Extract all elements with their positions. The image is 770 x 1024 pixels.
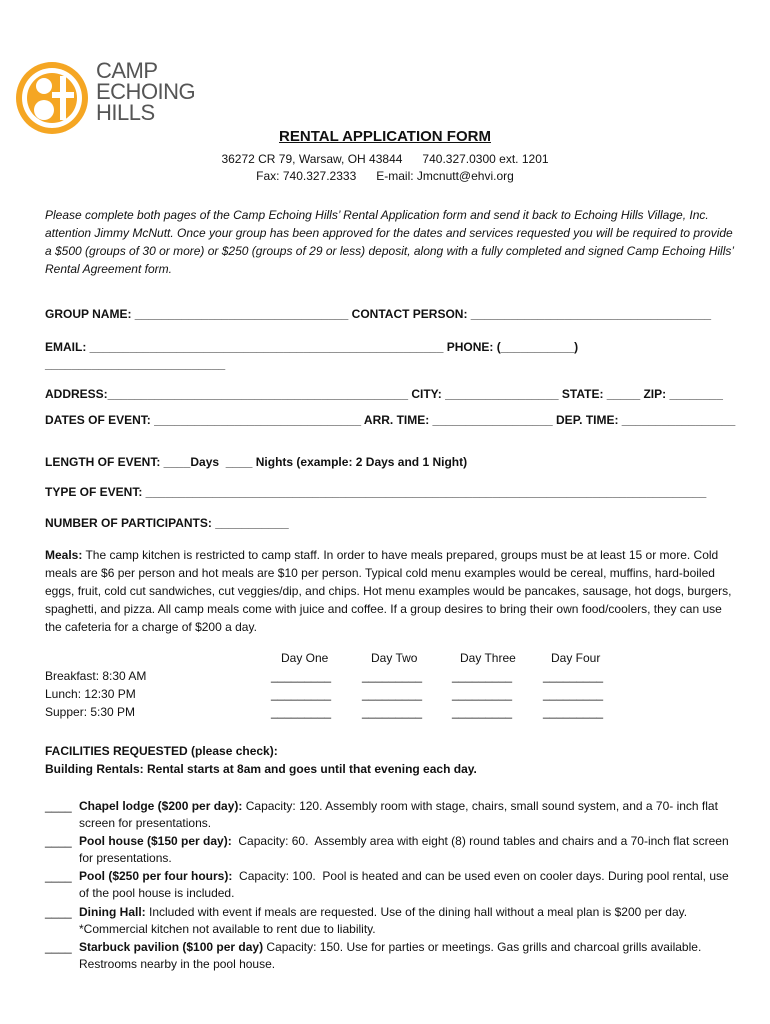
dates-field[interactable]: DATES OF EVENT: _______________________________ ARR. TIME: __________________ DEP. TIME: _________________ [45, 413, 736, 427]
email-continuation-field[interactable]: ___________________________ [45, 357, 226, 371]
pool-house-checkbox[interactable]: ____ [45, 834, 72, 848]
supper-day1-blank[interactable]: _________ [271, 705, 332, 719]
form-title: RENTAL APPLICATION FORM [279, 128, 491, 145]
meals-label: Meals: [45, 548, 83, 562]
lunch-day3-blank[interactable]: _________ [452, 687, 513, 701]
dining-hall-checkbox[interactable]: ____ [45, 905, 72, 919]
length-field[interactable]: LENGTH OF EVENT: ____Days ____ Nights (example: 2 Days and 1 Night) [45, 455, 468, 469]
logo-line-3: HILLS [96, 100, 155, 125]
facility-name: Pool ($250 per four hours): [79, 869, 233, 883]
lunch-label: Lunch: 12:30 PM [45, 687, 136, 701]
supper-label: Supper: 5:30 PM [45, 705, 136, 719]
meals-text: The camp kitchen is restricted to camp staff. In order to have meals prepared, groups must be at least 15 or more. Cold meals are $6 per person and hot meals are $10 per person. Typical cold menu examples would be cereal, muffins, hard-boiled eggs, fruit, cold cut sandwiches, cut veggies/dip, and chips. Hot menu examples would be pancakes, sausage, hot dogs, burgers, spaghetti, and pizza. All camp meals come with juice and coffee. If a group desires to bring their own food/coolers, they can use the cafeteria for a charge of $200 a day. [45, 548, 732, 634]
supper-day4-blank[interactable]: _________ [543, 705, 604, 719]
meals-paragraph [45, 546, 735, 636]
facility-dining-hall [45, 904, 735, 938]
day-three-header: Day Three [460, 651, 516, 665]
logo-line-1: CAMP [96, 58, 158, 83]
supper-day3-blank[interactable]: _________ [452, 705, 513, 719]
chapel-lodge-checkbox[interactable]: ____ [45, 799, 72, 813]
address-line: 36272 CR 79, Warsaw, OH 43844 740.327.0300 ext. 1201 [221, 152, 549, 166]
lunch-day2-blank[interactable]: _________ [362, 687, 423, 701]
group-contact-field[interactable]: GROUP NAME: ________________________________ CONTACT PERSON: ____________________________________ [45, 307, 712, 321]
lunch-day4-blank[interactable]: _________ [543, 687, 604, 701]
participants-field[interactable]: NUMBER OF PARTICIPANTS: ___________ [45, 516, 289, 530]
facility-desc: Capacity: 100. Pool is heated and can be used even on cooler days. During pool rental, use of the pool house is included. [79, 869, 733, 900]
facility-desc: Included with event if meals are requested. Use of the dining hall without a meal plan is $200 per day. *Commercial kitchen not available to rent due to liability. [79, 905, 688, 936]
type-field[interactable]: TYPE OF EVENT: ____________________________________________________________________________________ [45, 485, 707, 499]
facilities-subheading: Building Rentals: Rental starts at 8am and goes until that evening each day. [45, 762, 477, 776]
day-two-header: Day Two [371, 651, 418, 665]
address-field[interactable]: ADDRESS:_____________________________________________ CITY: _________________ STATE: _____ ZIP: ________ [45, 387, 723, 401]
facility-chapel-lodge [45, 798, 735, 832]
facility-pool-house [45, 833, 735, 867]
intro-paragraph: Please complete both pages of the Camp Echoing Hills’ Rental Application form and send it back to Echoing Hills Village, Inc. attention Jimmy McNutt. Once your group has been approved for the dates and services requested you will be required to provide a $500 (groups of 30 or more) or $250 (groups of 29 or less) deposit, along with a fully completed and signed Camp Echoing Hills’ Rental Agreement form. [45, 208, 734, 276]
facility-name: Pool house ($150 per day): [79, 834, 232, 848]
pool-checkbox[interactable]: ____ [45, 869, 72, 883]
supper-day2-blank[interactable]: _________ [362, 705, 423, 719]
facility-pool [45, 868, 735, 902]
breakfast-label: Breakfast: 8:30 AM [45, 669, 147, 683]
breakfast-day2-blank[interactable]: _________ [362, 669, 423, 683]
day-four-header: Day Four [551, 651, 601, 665]
day-one-header: Day One [281, 651, 329, 665]
facility-desc: Capacity: 150. Use for parties or meetings. Gas grills and charcoal grills available. Restrooms nearby in the pool house. [79, 940, 702, 971]
email-phone-field[interactable]: EMAIL: _____________________________________________________ PHONE: (___________) [45, 340, 579, 354]
logo-wordmark [96, 60, 195, 123]
facility-name: Starbuck pavilion ($100 per day) [79, 940, 264, 954]
lunch-day1-blank[interactable]: _________ [271, 687, 332, 701]
breakfast-day1-blank[interactable]: _________ [271, 669, 332, 683]
logo-line-2: ECHOING [96, 79, 196, 104]
facilities-heading: FACILITIES REQUESTED (please check): [45, 744, 278, 758]
facility-name: Chapel lodge ($200 per day): [79, 799, 243, 813]
starbuck-pavilion-checkbox[interactable]: ____ [45, 940, 72, 954]
facility-name: Dining Hall: [79, 905, 146, 919]
breakfast-day3-blank[interactable]: _________ [452, 669, 513, 683]
facility-desc: Capacity: 60. Assembly area with eight (8) round tables and chairs and a 70-inch flat screen for presentations. [79, 834, 732, 865]
facility-desc: Capacity: 120. Assembly room with stage, chairs, small sound system, and a 70- inch flat screen for presentations. [79, 799, 718, 830]
contact-line: Fax: 740.327.2333 E-mail: Jmcnutt@ehvi.org [256, 169, 514, 183]
breakfast-day4-blank[interactable]: _________ [543, 669, 604, 683]
facility-starbuck-pavilion [45, 939, 735, 973]
